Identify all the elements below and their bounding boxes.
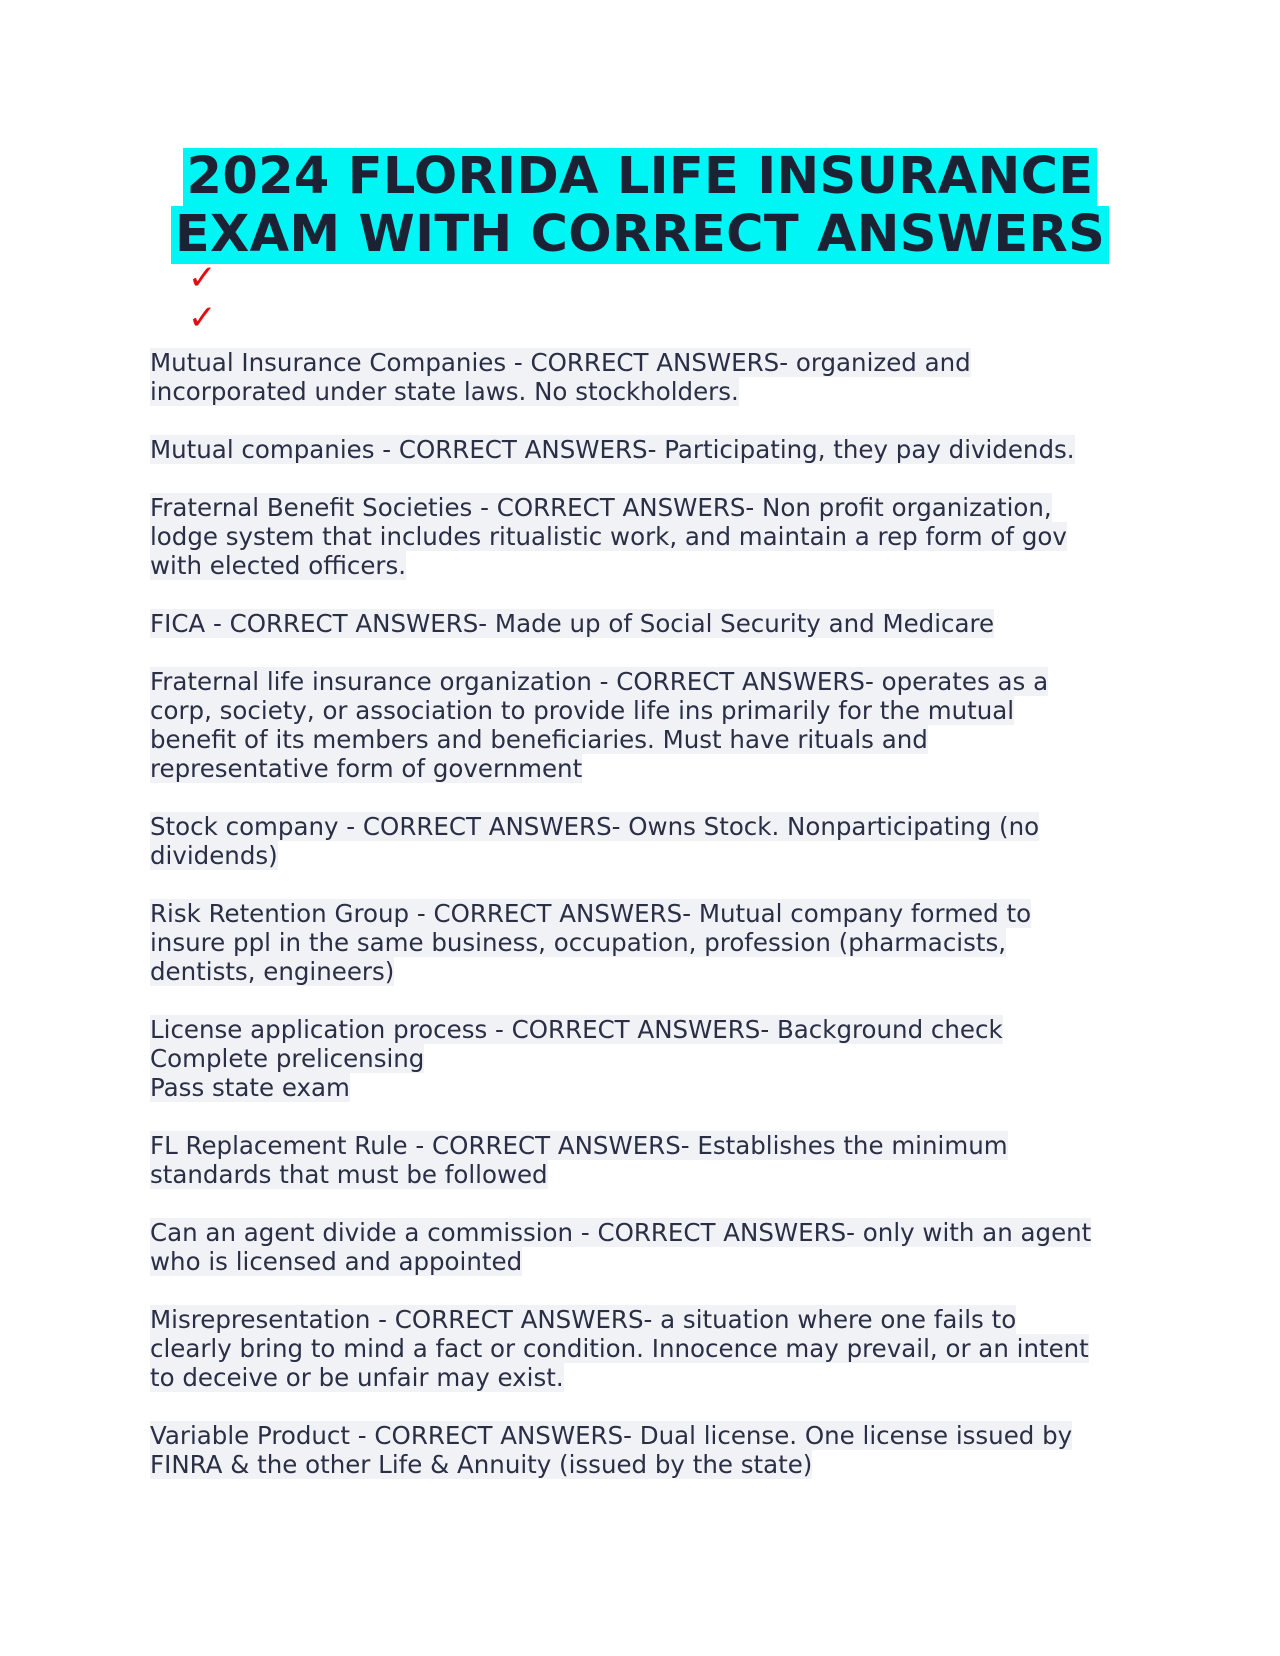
qa-line-text: dentists, engineers) bbox=[150, 957, 395, 986]
qa-line bbox=[150, 1421, 1150, 1450]
qa-line-text: Mutual Insurance Companies - CORRECT ANSWERS- organized and bbox=[150, 348, 971, 377]
qa-line-text: FL Replacement Rule - CORRECT ANSWERS- Establishes the minimum bbox=[150, 1131, 1008, 1160]
checkmark-group bbox=[188, 258, 217, 338]
qa-line bbox=[150, 1073, 1150, 1102]
qa-line-text: License application process - CORRECT ANSWERS- Background check bbox=[150, 1015, 1003, 1044]
qa-item bbox=[150, 899, 1150, 986]
qa-line bbox=[150, 725, 1150, 754]
qa-item bbox=[150, 435, 1150, 464]
qa-line bbox=[150, 1305, 1150, 1334]
qa-item bbox=[150, 1421, 1150, 1479]
qa-line-text: corp, society, or association to provide life ins primarily for the mutual bbox=[150, 696, 1015, 725]
qa-line bbox=[150, 493, 1150, 522]
qa-line-text: Misrepresentation - CORRECT ANSWERS- a situation where one fails to bbox=[150, 1305, 1017, 1334]
qa-line bbox=[150, 1247, 1150, 1276]
qa-line-text: Complete prelicensing bbox=[150, 1044, 425, 1073]
qa-line-text: standards that must be followed bbox=[150, 1160, 548, 1189]
document-title bbox=[0, 148, 1280, 264]
qa-line-text: insure ppl in the same business, occupation, profession (pharmacists, bbox=[150, 928, 1007, 957]
qa-line bbox=[150, 812, 1150, 841]
qa-line bbox=[150, 551, 1150, 580]
title-line-2: EXAM WITH CORRECT ANSWERS bbox=[171, 206, 1109, 264]
qa-line-text: FICA - CORRECT ANSWERS- Made up of Social Security and Medicare bbox=[150, 609, 995, 638]
qa-line-text: with elected officers. bbox=[150, 551, 407, 580]
checkmark-icon: ✓ bbox=[188, 258, 217, 298]
qa-line-text: Risk Retention Group - CORRECT ANSWERS- Mutual company formed to bbox=[150, 899, 1032, 928]
qa-line bbox=[150, 348, 1150, 377]
qa-item bbox=[150, 812, 1150, 870]
qa-line bbox=[150, 377, 1150, 406]
qa-line bbox=[150, 1218, 1150, 1247]
qa-line bbox=[150, 667, 1150, 696]
qa-line-text: Variable Product - CORRECT ANSWERS- Dual license. One license issued by bbox=[150, 1421, 1073, 1450]
qa-line bbox=[150, 522, 1150, 551]
qa-line-text: lodge system that includes ritualistic work, and maintain a rep form of gov bbox=[150, 522, 1067, 551]
qa-item bbox=[150, 493, 1150, 580]
qa-line bbox=[150, 609, 1150, 638]
qa-line bbox=[150, 899, 1150, 928]
qa-item bbox=[150, 667, 1150, 783]
qa-line-text: Stock company - CORRECT ANSWERS- Owns Stock. Nonparticipating (no bbox=[150, 812, 1040, 841]
qa-line bbox=[150, 1363, 1150, 1392]
qa-line-text: incorporated under state laws. No stockholders. bbox=[150, 377, 739, 406]
qa-line bbox=[150, 1015, 1150, 1044]
qa-line bbox=[150, 696, 1150, 725]
qa-item bbox=[150, 1131, 1150, 1189]
qa-line bbox=[150, 1450, 1150, 1479]
qa-line-text: Can an agent divide a commission - CORRECT ANSWERS- only with an agent bbox=[150, 1218, 1092, 1247]
qa-line-text: who is licensed and appointed bbox=[150, 1247, 523, 1276]
qa-line-text: Fraternal Benefit Societies - CORRECT ANSWERS- Non profit organization, bbox=[150, 493, 1052, 522]
qa-line bbox=[150, 841, 1150, 870]
qa-line bbox=[150, 928, 1150, 957]
qa-item bbox=[150, 1218, 1150, 1276]
qa-item bbox=[150, 1305, 1150, 1392]
qa-line bbox=[150, 1334, 1150, 1363]
qa-item bbox=[150, 1015, 1150, 1102]
qa-line-text: to deceive or be unfair may exist. bbox=[150, 1363, 564, 1392]
qa-line bbox=[150, 1160, 1150, 1189]
qa-line bbox=[150, 957, 1150, 986]
qa-line-text: dividends) bbox=[150, 841, 278, 870]
qa-line-text: clearly bring to mind a fact or condition. Innocence may prevail, or an intent bbox=[150, 1334, 1089, 1363]
qa-line bbox=[150, 1044, 1150, 1073]
qa-list bbox=[150, 348, 1150, 1508]
qa-item bbox=[150, 348, 1150, 406]
qa-line-text: representative form of government bbox=[150, 754, 583, 783]
checkmark-icon: ✓ bbox=[188, 298, 217, 338]
qa-line-text: FINRA & the other Life & Annuity (issued by the state) bbox=[150, 1450, 813, 1479]
qa-line-text: benefit of its members and beneficiaries. Must have rituals and bbox=[150, 725, 928, 754]
qa-item bbox=[150, 609, 1150, 638]
qa-line bbox=[150, 435, 1150, 464]
qa-line-text: Fraternal life insurance organization - CORRECT ANSWERS- operates as a bbox=[150, 667, 1049, 696]
title-line-1: 2024 FLORIDA LIFE INSURANCE bbox=[183, 148, 1098, 206]
qa-line-text: Mutual companies - CORRECT ANSWERS- Participating, they pay dividends. bbox=[150, 435, 1075, 464]
qa-line bbox=[150, 754, 1150, 783]
qa-line bbox=[150, 1131, 1150, 1160]
qa-line-text: Pass state exam bbox=[150, 1073, 350, 1102]
